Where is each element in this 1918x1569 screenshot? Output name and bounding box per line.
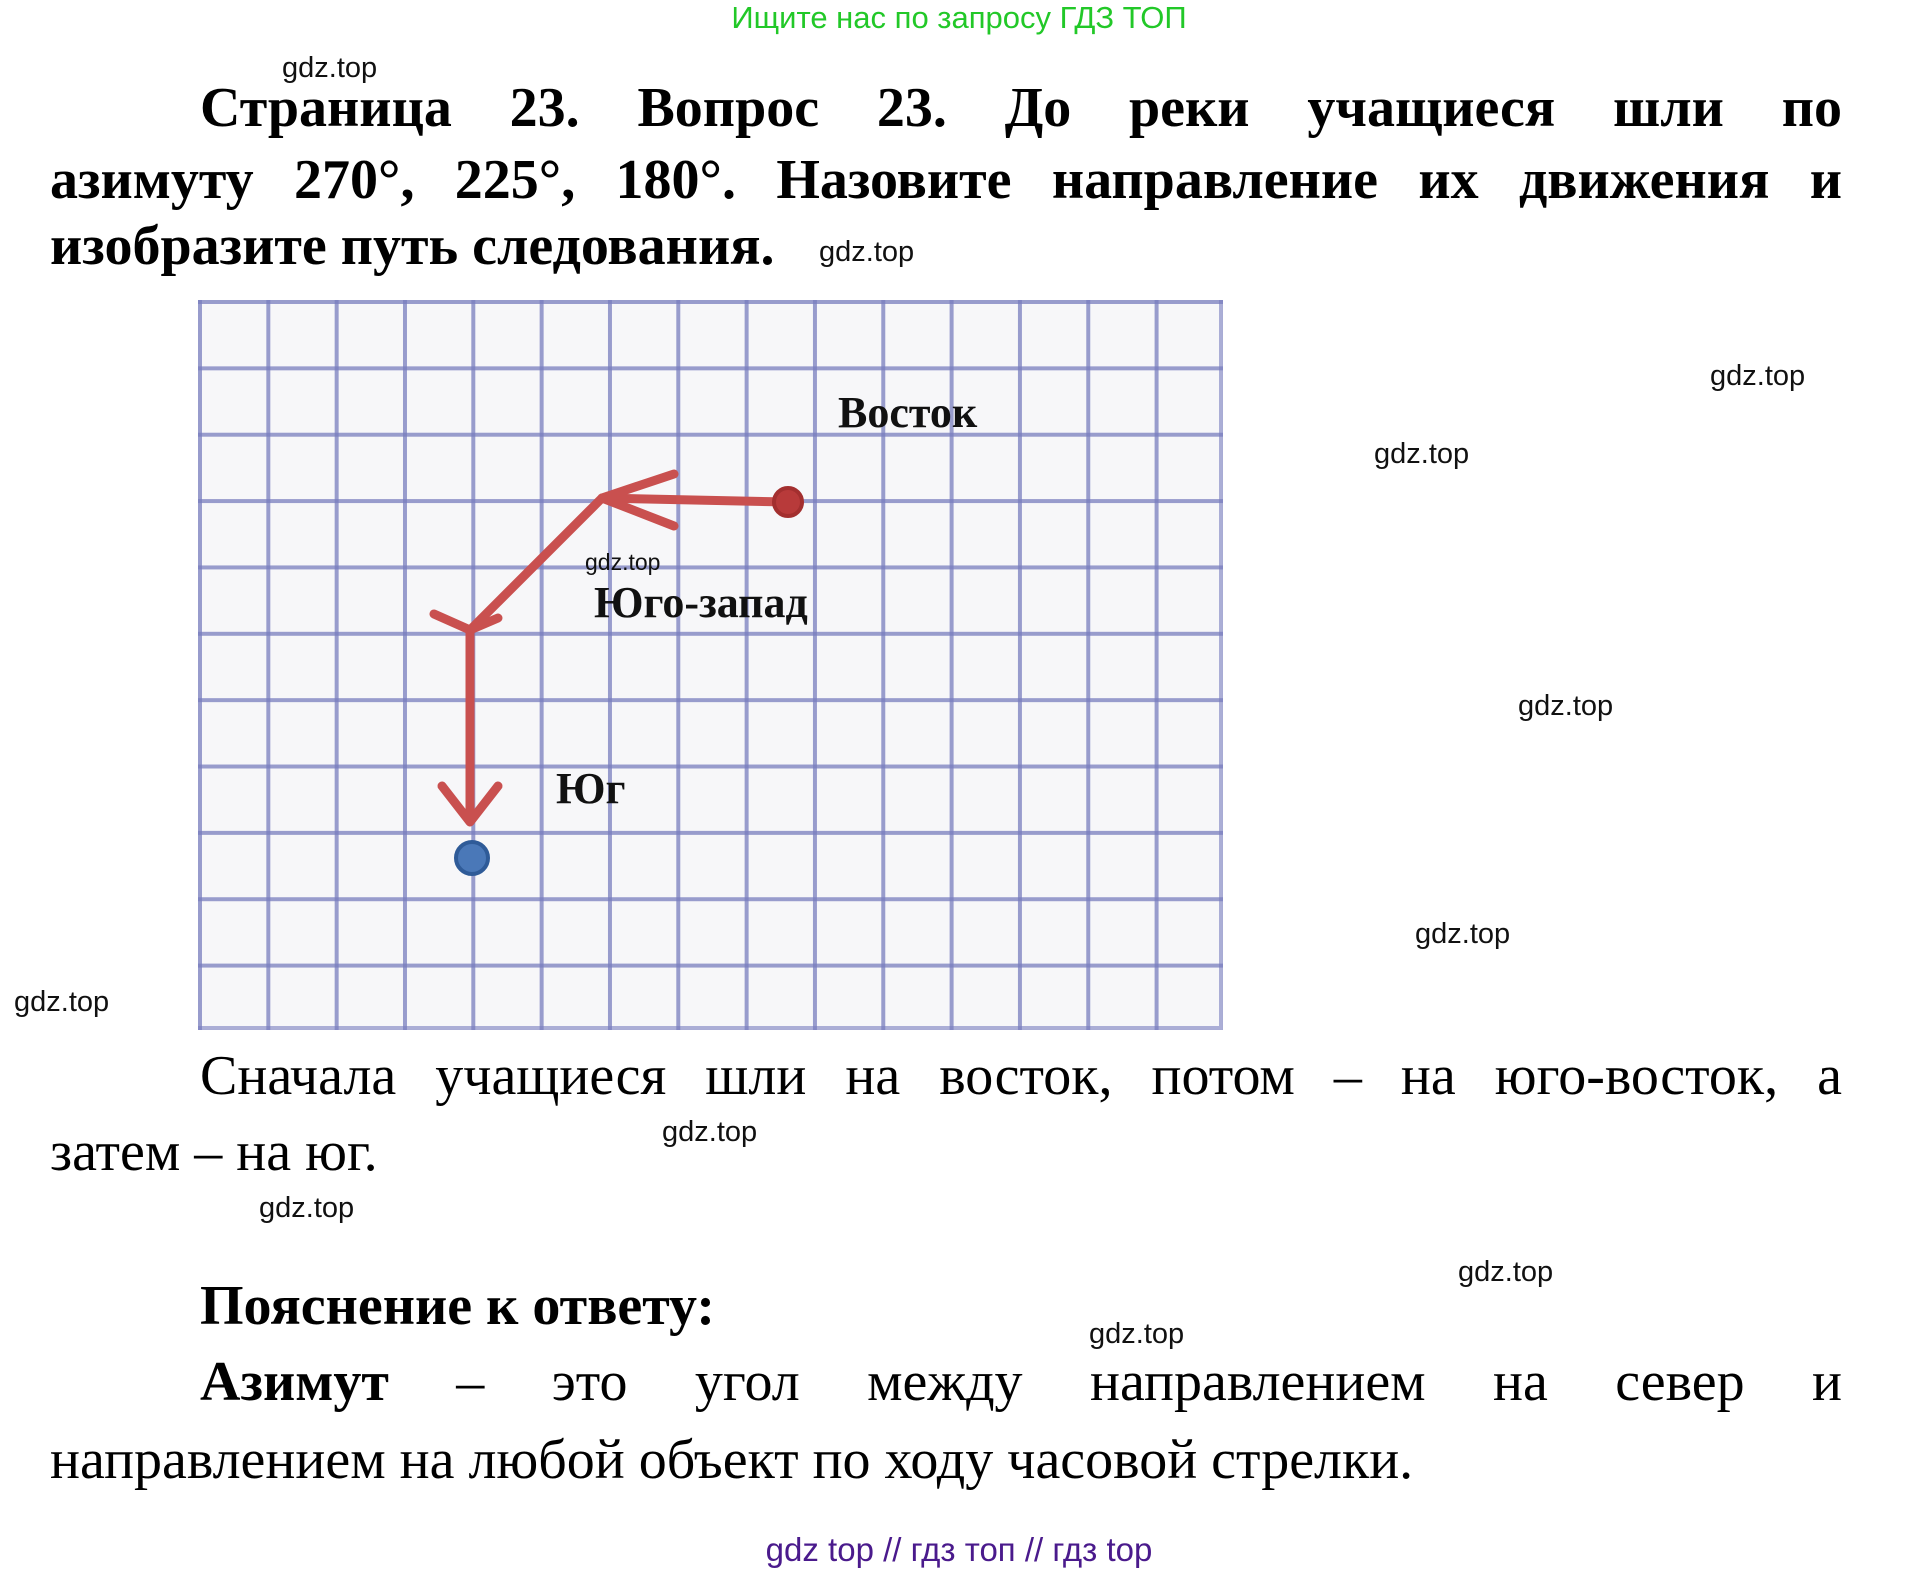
label-east: Восток <box>838 388 978 437</box>
answer-line-2: затем – на юг. <box>50 1121 378 1183</box>
route-diagram <box>198 300 1223 1030</box>
question-line-2: азимуту 270°, 225°, 180°. Назовите направление их движения и <box>50 149 1842 211</box>
question-label: Страница 23. Вопрос 23. <box>200 77 947 139</box>
route-path <box>198 300 1223 1030</box>
label-southwest: Юго-запад <box>594 578 808 627</box>
watermark: gdz.top <box>1458 1256 1554 1288</box>
start-point-icon <box>774 488 802 516</box>
watermark: gdz.top <box>1710 360 1806 392</box>
answer-line-1: Сначала учащиеся шли на восток, потом – на юго-восток, а <box>200 1045 1842 1107</box>
watermark: gdz.top <box>14 986 110 1018</box>
question-text: До реки учащиеся шли по <box>1004 77 1843 139</box>
explanation-line-1 <box>200 1350 1842 1414</box>
watermark: gdz.top <box>662 1116 758 1148</box>
watermark: gdz.top <box>1415 918 1511 950</box>
watermark: gdz.top <box>1374 438 1470 470</box>
question-line-3: изобразите путь следования. <box>50 215 775 277</box>
end-point-icon <box>456 842 488 874</box>
watermark: gdz.top <box>282 52 378 84</box>
explanation-term: Азимут <box>200 1351 389 1413</box>
label-south: Юг <box>556 764 626 813</box>
search-banner[interactable]: Ищите нас по запросу ГДЗ ТОП <box>731 0 1187 35</box>
question-line-1 <box>200 76 1842 140</box>
explanation-text: – это угол между направлением на север и <box>456 1351 1843 1413</box>
explanation-heading: Пояснение к ответу: <box>200 1275 715 1337</box>
watermark: gdz.top <box>259 1192 355 1224</box>
watermark: gdz.top <box>585 549 661 575</box>
watermark: gdz.top <box>1518 690 1614 722</box>
footer-links[interactable]: gdz top // гдз топ // гдз top <box>765 1531 1153 1568</box>
explanation-line-2: направлением на любой объект по ходу часовой стрелки. <box>50 1429 1414 1491</box>
watermark: gdz.top <box>819 236 915 268</box>
watermark: gdz.top <box>1089 1318 1185 1350</box>
